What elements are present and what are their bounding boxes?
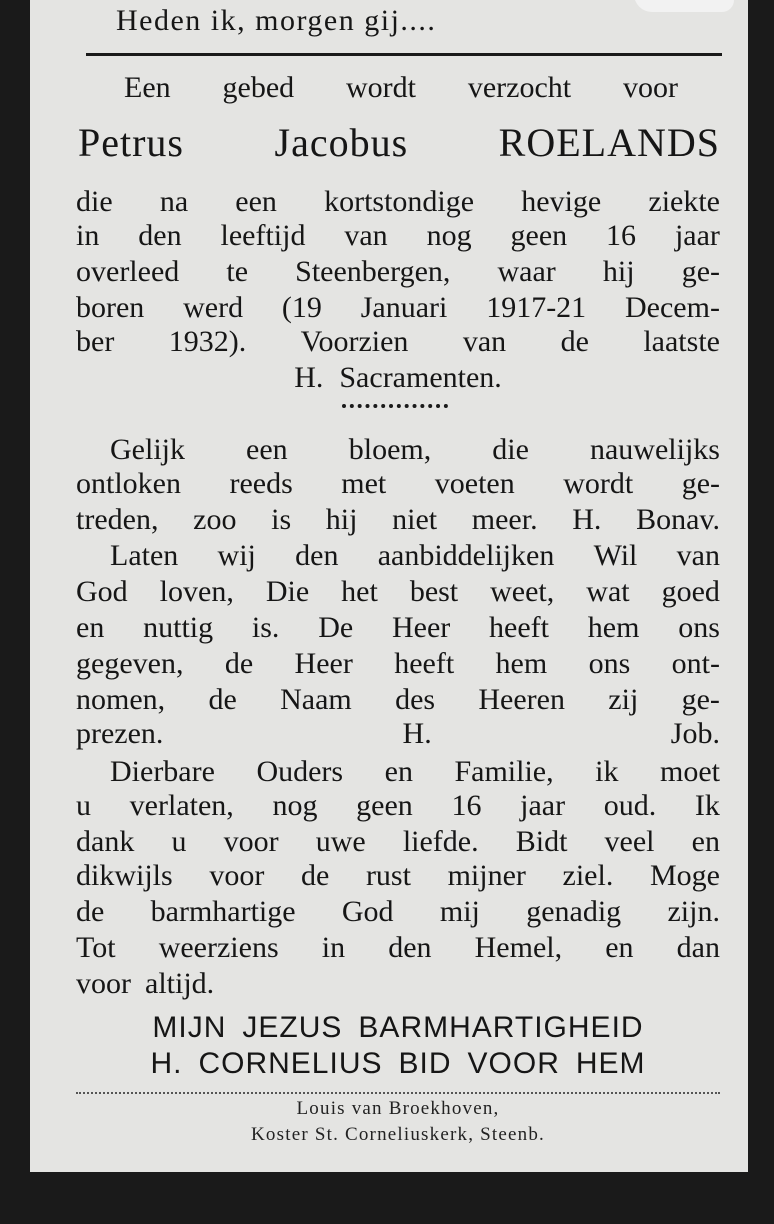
word: JEZUS [242,1011,343,1044]
word: Voorzien [300,325,409,358]
word: zij [608,683,639,716]
word: die [76,185,113,218]
word: de [208,683,237,716]
verse-line [110,538,720,574]
word: Hemel, [474,931,563,964]
word: Dierbare [110,755,215,788]
word: Petrus [78,120,184,165]
word: heeft [489,611,550,644]
bio-line [76,290,720,326]
bio-line [76,324,720,360]
word: niet [392,503,438,536]
word: barmhartige [150,895,296,928]
bio-line [76,184,720,220]
word: 1917-21 [486,291,587,324]
word: Heer [294,647,353,680]
verse-line [76,716,720,752]
word: Decem- [625,291,720,324]
word: waar [497,255,556,288]
footer-dotted-rule [76,1092,720,1094]
word: geen [356,789,413,822]
word: Januari [360,291,448,324]
word: Een [124,71,171,104]
torn-corner [634,0,734,12]
word: voeten [434,467,515,500]
word: het [341,575,378,608]
word: Familie, [454,755,554,788]
deceased-name [78,120,720,166]
word: van [344,219,388,252]
verse-line [76,574,720,610]
word: ontloken [76,467,181,500]
verse-line [76,824,720,860]
word: Ik [694,789,720,822]
word: H. [294,361,324,394]
word: Gelijk [110,433,185,466]
word: 1932). [168,325,247,358]
word: aanbiddelijken [377,539,555,572]
intro-line [124,70,678,106]
word: leeftijd [220,219,306,252]
word: dan [676,931,720,964]
word: ons [678,611,720,644]
word: jaar [520,789,566,822]
word: wordt [346,71,416,104]
word: hevige [521,185,602,218]
word: de [224,647,254,680]
word: voor [223,825,279,858]
word: voor [623,71,678,104]
prayer-line [76,1010,720,1046]
word: een [235,185,277,218]
word: nog [426,219,472,252]
word: Job. [670,717,720,750]
word: mijner [447,859,526,892]
word: in [321,931,346,964]
word: weet, [490,575,555,608]
word: wordt [563,467,634,500]
word: boren [76,291,145,324]
word: ge- [681,255,720,288]
word: voor [209,859,265,892]
word: H. [150,1047,183,1080]
word: ziel. [562,859,614,892]
word: en [605,931,634,964]
word: prezen. [76,717,164,750]
word: zoo [193,503,237,536]
word: van [462,325,507,358]
word: te [226,255,249,288]
word: 16 [451,789,482,822]
word: Sacramenten. [339,361,502,394]
word: verlaten, [129,789,234,822]
word: de [300,859,330,892]
verse-line [76,502,720,538]
word: nomen, [76,683,166,716]
word: Jacobus [274,120,409,165]
word: (19 [281,291,322,324]
verse-line [76,894,720,930]
word: jaar [674,219,720,252]
word: ROELANDS [498,120,720,165]
word: ik [595,755,619,788]
word: verzocht [467,71,572,104]
memorial-card [30,0,748,1172]
header-rule [86,53,722,56]
word: is [271,503,292,536]
word: hem [587,611,640,644]
word: BID [398,1047,452,1080]
word: Heer [391,611,451,644]
verse-line [76,966,720,1002]
word: nuttig [143,611,214,644]
word: ons [588,647,631,680]
printer-location: Koster St. Corneliuskerk, Steenb. [251,1124,545,1145]
word: CORNELIUS [198,1047,383,1080]
word: in [76,219,100,252]
word: dikwijls [76,859,173,892]
word: ber [76,325,115,358]
word: goed [661,575,720,608]
word: de [76,895,105,928]
word: Tot [76,931,116,964]
word: laatste [643,325,720,358]
word: VOOR [467,1047,560,1080]
word: mij [439,895,480,928]
word: gebed [222,71,295,104]
word: na [159,185,189,218]
word: 16 [606,219,637,252]
word: werd [183,291,244,324]
word: Wil [593,539,638,572]
header-text: Heden ik, morgen gij.... [116,4,437,37]
word: geen [510,219,568,252]
verse-line [76,858,720,894]
word: MIJN [152,1011,227,1044]
verse-line [76,682,720,718]
word: ont- [671,647,720,680]
word: den [138,219,182,252]
word: treden, [76,503,159,536]
word: is. [251,611,280,644]
word: een [246,433,288,466]
word: moet [660,755,720,788]
word: die [492,433,529,466]
word: den [295,539,339,572]
word: kortstondige [324,185,475,218]
word: BARMHARTIGHEID [358,1011,644,1044]
word: oud. [603,789,657,822]
word: heeft [394,647,455,680]
word: best [409,575,459,608]
word: Bonav. [636,503,720,536]
word: wij [217,539,256,572]
word: hem [495,647,548,680]
word: en [76,611,105,644]
bio-line-last [76,360,720,396]
word: Heeren [478,683,565,716]
word: H. [402,717,432,750]
word: meer. [471,503,538,536]
printer-name: Louis van Broekhoven, [296,1098,500,1119]
word: loven, [159,575,234,608]
word: Steenbergen, [295,255,451,288]
word: liefde. [402,825,479,858]
word: en [384,755,413,788]
word: nauwelijks [589,433,720,466]
word: en [691,825,720,858]
word: met [341,467,387,500]
word: de [560,325,589,358]
word: ge- [681,467,720,500]
word: Die [265,575,310,608]
verse-line [76,610,720,646]
word: rust [365,859,411,892]
word: overleed [76,255,180,288]
word: dank [76,825,135,858]
word: ziekte [648,185,720,218]
bio-line [76,254,720,290]
word: gegeven, [76,647,184,680]
verse-line [110,432,720,468]
word: des [395,683,436,716]
verse-line [76,788,720,824]
word: Ouders [256,755,344,788]
word: u [76,789,91,822]
word: HEM [575,1047,646,1080]
bio-line [76,218,720,254]
dotted-separator [342,404,448,412]
verse-line [76,646,720,682]
word: zijn. [667,895,720,928]
word: van [676,539,720,572]
verse-line [76,466,720,502]
word: Bidt [515,825,568,858]
word: veel [604,825,655,858]
word: reeds [229,467,293,500]
word: Naam [280,683,352,716]
word: bloem, [348,433,432,466]
word: hij [325,503,358,536]
prayer-line [76,1046,720,1082]
word: u [171,825,187,858]
word: God [76,575,128,608]
word: hij [602,255,635,288]
word: Moge [649,859,720,892]
word: nog [272,789,318,822]
word: weerziens [158,931,279,964]
word: De [318,611,354,644]
verse-line [76,930,720,966]
word: voor [76,967,131,1000]
word: Laten [110,539,179,572]
word: wat [586,575,630,608]
word: God [341,895,394,928]
word: uwe [315,825,366,858]
word: altijd. [145,967,215,1000]
word: H. [572,503,602,536]
word: ge- [681,683,720,716]
word: den [388,931,432,964]
word: genadig [526,895,622,928]
verse-line [110,754,720,790]
